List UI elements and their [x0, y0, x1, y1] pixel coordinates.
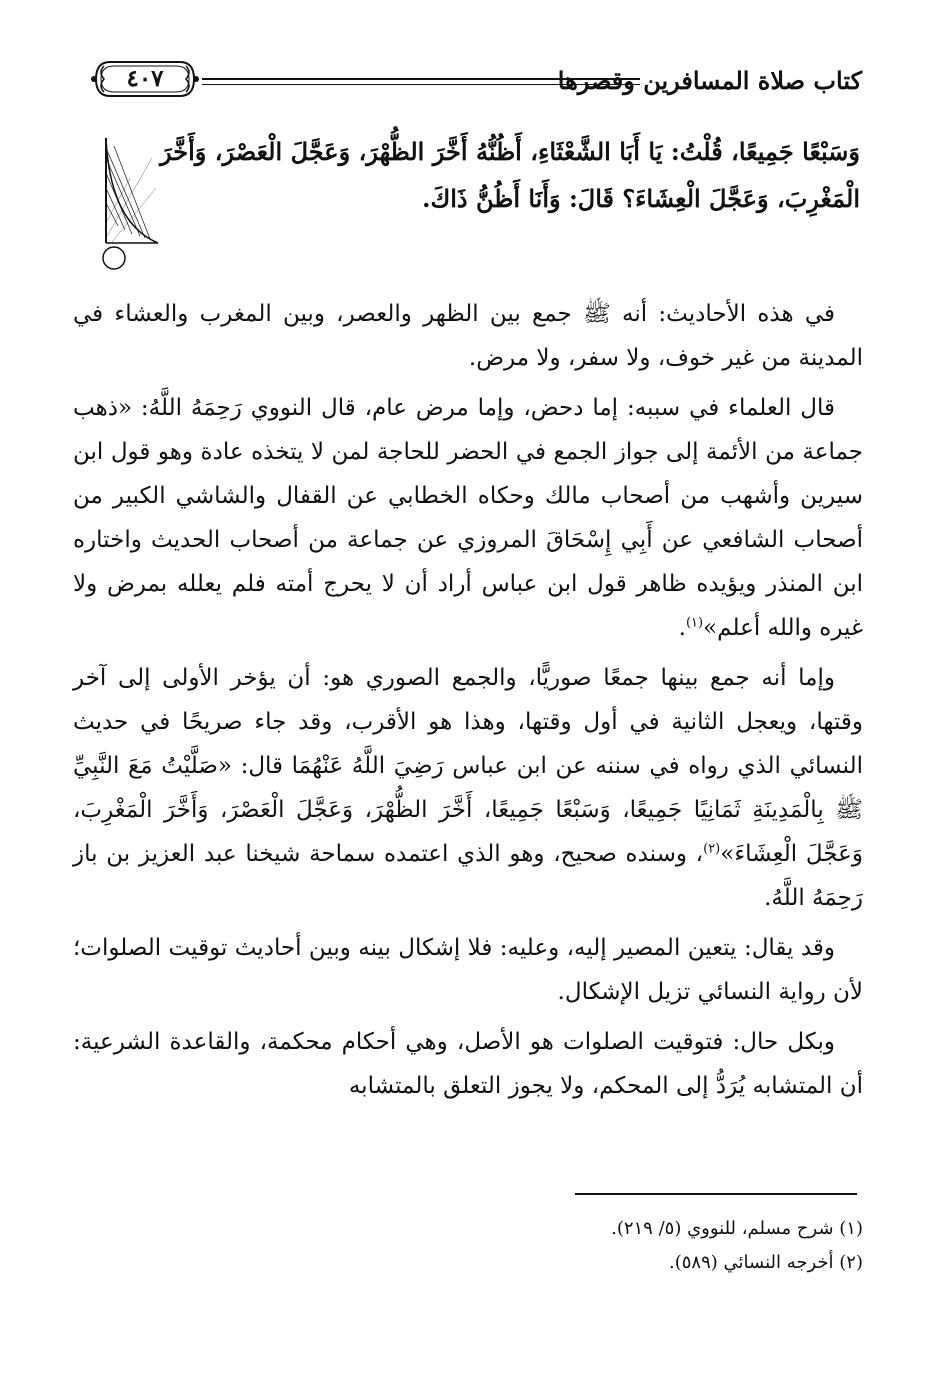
footnote-2: (٢) أخرجه النسائي (٥٨٩).: [669, 1252, 863, 1273]
paragraph: وقد يقال: يتعين المصير إليه، وعليه: فلا إشكال بينه وبين أحاديث توقيت الصلوات؛ لأن رواية النسائي تزيل الإشكال.: [73, 935, 863, 1005]
page-number: ٤٠٧: [126, 65, 164, 92]
footnote-1: (١) شرح مسلم، للنووي (٥/ ٢١٩).: [611, 1218, 863, 1239]
nasai-hadith: وإما أنه جمع بينها جمعًا صوريًّا، والجمع الصوري هو: أن يؤخر الأولى إلى آخر وقتها، ويعجل الثانية في أول وقتها، وهذا هو الأقرب، وقد جاء صريحًا في حديث النسائي الذي رواه في سننه عن ابن عباس رَضِيَ اللَّهُ عَنْهُمَا قال: «صَلَّيْتُ مَعَ النَّبِيِّ ﷺ بِالْمَدِينَةِ ثَمَانِيًا جَمِيعًا، وَسَبْعًا جَمِيعًا، أَخَّرَ الظُّهْرَ، وَعَجَّلَ الْعَصْرَ، وَأَخَّرَ الْمَغْرِبَ، وَعَجَّلَ الْعِشَاءَ»: [73, 665, 863, 867]
footnote-ref: (٢): [703, 841, 721, 857]
page-number-ornament: [90, 58, 200, 100]
footnotes: [73, 1212, 863, 1280]
paragraph: في هذه الأحاديث: أنه ﷺ جمع بين الظهر والعصر، وبين المغرب والعشاء في المدينة من غير خوف، ولا سفر، ولا مرض.: [73, 301, 863, 371]
page-header: [90, 58, 862, 102]
paragraph: وبكل حال: فتوقيت الصلوات هو الأصل، وهي أحكام محكمة، والقاعدة الشرعية: أن المتشابه يُرَدُّ إلى المحكم، ولا يجوز التعلق بالمتشابه: [73, 1029, 863, 1099]
hadith-block: [100, 118, 860, 268]
hadith-text: وَسَبْعًا جَمِيعًا، قُلْتُ: يَا أَبَا الشَّعْثَاءِ، أَظُنُّهُ أَخَّرَ الظُّهْرَ، وَعَجَّلَ الْعَصْرَ، وَأَخَّرَ الْمَغْرِبَ، وَعَجَّلَ الْعِشَاءَ؟ قَالَ: وَأَنَا أَظُنُّ ذَاكَ.: [160, 137, 860, 213]
footnote-ref: (١): [685, 615, 704, 631]
running-title: كتاب صلاة المسافرين وقصرها: [557, 66, 862, 95]
header-rule: [202, 78, 640, 85]
punctuation: .: [678, 615, 686, 641]
quote-nawawi: قال العلماء في سببه: إما دحض، وإما مرض عام، قال النووي رَحِمَهُ اللَّهُ: «ذهب جماعة من الأئمة إلى جواز الجمع في الحضر للحاجة لمن لا يتخذه عادة وهو قول ابن سيرين وأشهب من أصحاب مالك وحكاه الخطابي عن القفال والشاشي الكبير من أصحاب الشافعي عن أَبِي إِسْحَاقَ المروزي عن جماعة من أصحاب الحديث واختاره ابن المنذر ويؤيده ظاهر قول ابن عباس أراد أن لا يحرج أمته فلم يعلله بمرض ولا غيره والله أعلم»: [73, 395, 863, 641]
paragraph: [73, 656, 863, 920]
paragraph-continuation: ، وسنده صحيح، وهو الذي اعتمده سماحة شيخنا عبد العزيز بن باز رَحِمَهُ اللَّهُ.: [73, 841, 863, 911]
corner-ornament-icon: [100, 118, 160, 270]
paragraph: [73, 386, 863, 650]
footnote-separator: [575, 1193, 857, 1195]
body-text: [73, 292, 863, 1114]
